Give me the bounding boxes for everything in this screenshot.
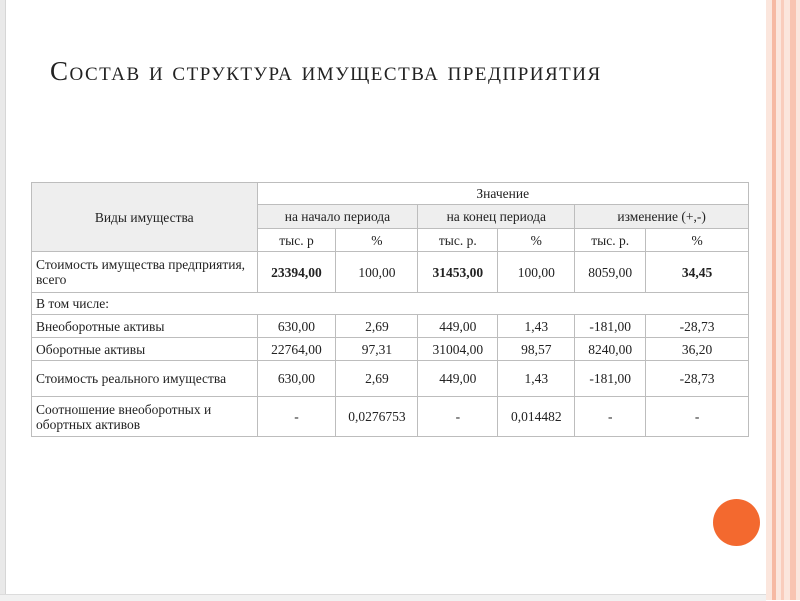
table-row <box>32 361 749 397</box>
table-row <box>32 338 749 361</box>
right-decorative-stripe <box>772 0 776 600</box>
row-label: Внеоборотные активы <box>32 315 258 338</box>
row-label: Оборотные активы <box>32 338 258 361</box>
value-cell: 630,00 <box>257 315 336 338</box>
right-decorative-stripe <box>781 0 784 600</box>
value-cell: 8059,00 <box>575 252 646 293</box>
header-change: изменение (+,-) <box>575 205 749 229</box>
value-cell: 34,45 <box>646 252 749 293</box>
header-kinds: Виды имущества <box>32 183 258 252</box>
value-cell: 100,00 <box>498 252 575 293</box>
value-cell: -28,73 <box>646 361 749 397</box>
unit-cell: тыс. р <box>257 229 336 252</box>
value-cell: - <box>575 397 646 437</box>
value-cell: 0,014482 <box>498 397 575 437</box>
assets-table <box>31 182 749 437</box>
value-cell: 8240,00 <box>575 338 646 361</box>
row-label: Стоимость реального имущества <box>32 361 258 397</box>
value-cell: -28,73 <box>646 315 749 338</box>
table-row <box>32 397 749 437</box>
value-cell: 1,43 <box>498 315 575 338</box>
value-cell: - <box>418 397 498 437</box>
value-cell: 0,0276753 <box>336 397 418 437</box>
value-cell: 31453,00 <box>418 252 498 293</box>
value-cell: 23394,00 <box>257 252 336 293</box>
value-cell: 97,31 <box>336 338 418 361</box>
header-value: Значение <box>257 183 748 205</box>
value-cell: 449,00 <box>418 361 498 397</box>
value-cell: 1,43 <box>498 361 575 397</box>
table-row <box>32 252 749 293</box>
value-cell: 22764,00 <box>257 338 336 361</box>
value-cell: 449,00 <box>418 315 498 338</box>
table-row <box>32 315 749 338</box>
unit-cell: % <box>498 229 575 252</box>
unit-cell: % <box>336 229 418 252</box>
unit-cell: % <box>646 229 749 252</box>
header-period-start: на начало периода <box>257 205 418 229</box>
section-label: В том числе: <box>32 293 749 315</box>
value-cell: 100,00 <box>336 252 418 293</box>
value-cell: 36,20 <box>646 338 749 361</box>
table-row <box>32 293 749 315</box>
value-cell: 630,00 <box>257 361 336 397</box>
slide-left-edge <box>0 0 6 600</box>
unit-cell: тыс. р. <box>575 229 646 252</box>
value-cell: 2,69 <box>336 361 418 397</box>
value-cell: 98,57 <box>498 338 575 361</box>
value-cell: -181,00 <box>575 315 646 338</box>
decorative-orange-circle <box>713 499 760 546</box>
row-label: Соотношение внеоборотных и обортных активов <box>32 397 258 437</box>
value-cell: - <box>646 397 749 437</box>
right-decorative-stripe <box>790 0 796 600</box>
value-cell: -181,00 <box>575 361 646 397</box>
value-cell: - <box>257 397 336 437</box>
value-cell: 2,69 <box>336 315 418 338</box>
value-cell: 31004,00 <box>418 338 498 361</box>
row-label: Стоимость имущества предприятия, всего <box>32 252 258 293</box>
header-period-end: на конец периода <box>418 205 575 229</box>
unit-cell: тыс. р. <box>418 229 498 252</box>
slide-title: Состав и структура имущества предприятия <box>50 56 602 86</box>
